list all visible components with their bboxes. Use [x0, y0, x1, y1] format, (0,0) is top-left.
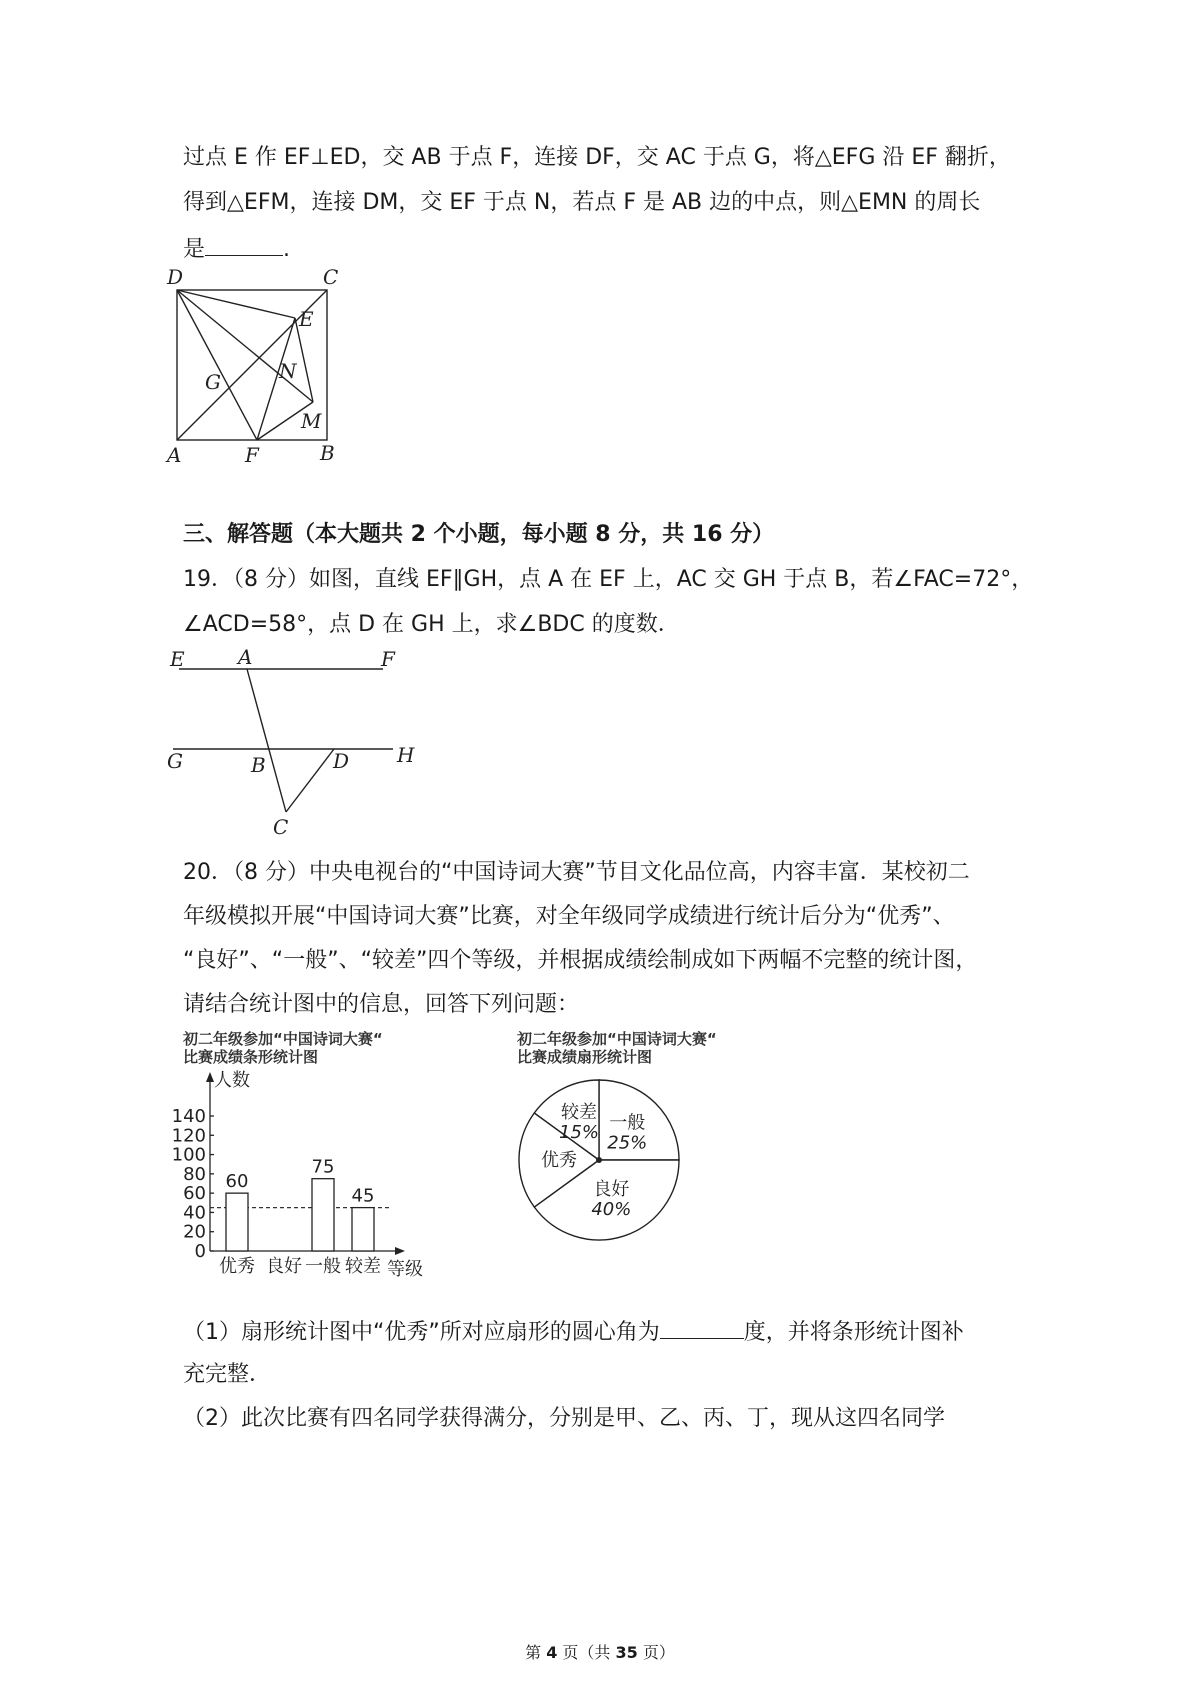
- pie-slice-percent: 40%: [591, 1199, 632, 1221]
- pie-slice-label: 良好: [593, 1179, 630, 1201]
- q20-sub2-line-1: （2）此次比赛有四名同学获得满分，分别是甲、乙、丙、丁，现从这四名同学: [183, 1406, 945, 1431]
- footer-suffix: 页）: [642, 1643, 675, 1662]
- q20-text-line-4: 请结合统计图中的信息，回答下列问题：: [183, 992, 580, 1017]
- y-tick-label: 40: [183, 1202, 206, 1224]
- section-3-heading: 三、解答题（本大题共 2 个小题，每小题 8 分，共 16 分）: [183, 522, 775, 547]
- bar-chart-title-line-2: 比赛成绩条形统计图: [183, 1048, 319, 1066]
- q18-text-line-3: [183, 233, 290, 265]
- bar-一般: [312, 1179, 334, 1251]
- q18-label-A: A: [167, 443, 182, 467]
- y-tick-label: 60: [183, 1183, 206, 1205]
- q20-sub1-prefix: （1）扇形统计图中“优秀”所对应扇形的圆心角为: [183, 1320, 660, 1345]
- q19-label-B: B: [251, 753, 266, 777]
- bar-chart-ylabel: 人数: [214, 1070, 250, 1091]
- pie-chart-title: [517, 1030, 717, 1066]
- bar-category-label: 一般: [305, 1256, 341, 1277]
- y-tick-label: 0: [194, 1241, 206, 1262]
- bar-category-label: 优秀: [219, 1256, 255, 1277]
- bar-category-label: 良好: [266, 1256, 302, 1277]
- q18-square-figure: [165, 262, 375, 472]
- q19-label-G: G: [167, 749, 183, 773]
- y-tick-label: 140: [171, 1106, 206, 1127]
- q20-sub1-line-1: [183, 1316, 964, 1348]
- q19-label-C: C: [273, 815, 289, 839]
- q18-answer-blank[interactable]: [205, 233, 283, 256]
- q18-label-B: B: [320, 441, 335, 465]
- q18-label-D: D: [167, 265, 184, 289]
- bar-chart: [165, 1068, 475, 1303]
- bar-value-label: 60: [225, 1171, 249, 1193]
- q20-text-line-3: “良好”、“一般”、“较差”四个等级，并根据成绩绘制成如下两幅不完整的统计图，: [183, 948, 978, 973]
- q20-text-line-2: 年级模拟开展“中国诗词大赛”比赛，对全年级同学成绩进行统计后分为“优秀”、: [183, 904, 955, 929]
- y-tick-label: 20: [183, 1221, 206, 1243]
- bar-category-label: 较差: [345, 1256, 381, 1277]
- pie-chart-title-line-1: 初二年级参加“中国诗词大赛“: [517, 1030, 717, 1048]
- q20-sub1-suffix: 度，并将条形统计图补: [743, 1320, 964, 1345]
- pie-slice-label: 较差: [561, 1101, 598, 1123]
- q18-label-C: C: [323, 265, 339, 289]
- q18-line3-suffix: .: [283, 237, 291, 262]
- pie-slice-label: 一般: [609, 1112, 646, 1134]
- bar-chart-title-line-1: 初二年级参加“中国诗词大赛“: [183, 1030, 383, 1048]
- q20-sub1-line-2: 充完整．: [183, 1362, 272, 1387]
- q19-label-A: A: [238, 645, 253, 669]
- q19-label-F: F: [381, 647, 395, 671]
- pie-slice-label: 优秀: [541, 1150, 577, 1171]
- bar-chart-xlabel: 等级: [387, 1259, 423, 1280]
- q19-label-H: H: [397, 743, 415, 767]
- y-axis-arrow: [206, 1072, 214, 1082]
- q18-text-line-1: 过点 E 作 EF⊥ED，交 AB 于点 F，连接 DF，交 AC 于点 G，将△EFG 沿 EF 翻折，: [183, 145, 1011, 170]
- q19-label-E: E: [170, 647, 185, 671]
- pie-slice-percent: 25%: [607, 1132, 648, 1154]
- x-axis-arrow: [395, 1247, 405, 1255]
- q20-sub1-answer-blank[interactable]: [660, 1316, 744, 1339]
- footer-prefix: 第: [525, 1643, 542, 1662]
- q19-label-D: D: [333, 749, 350, 773]
- bar-较差: [352, 1208, 374, 1251]
- pie-slice-percent: 15%: [559, 1121, 600, 1143]
- q18-line3-prefix: 是: [183, 237, 206, 262]
- page-footer: [0, 1640, 1200, 1663]
- q18-label-N: N: [279, 359, 297, 383]
- pie-chart-title-line-2: 比赛成绩扇形统计图: [517, 1048, 653, 1066]
- y-tick-label: 120: [171, 1125, 206, 1147]
- bar-优秀: [226, 1193, 248, 1251]
- footer-page-number: 4: [546, 1643, 558, 1662]
- q18-text-line-2: 得到△EFM，连接 DM，交 EF 于点 N，若点 F 是 AB 边的中点，则△EMN 的周长: [183, 190, 981, 215]
- q19-text-line-2: ∠ACD=58°，点 D 在 GH 上，求∠BDC 的度数．: [183, 612, 680, 637]
- q19-parallel-lines-figure: [165, 640, 455, 845]
- q18-label-F: F: [245, 443, 259, 467]
- q18-label-G: G: [205, 370, 221, 394]
- q18-label-M: M: [301, 409, 322, 433]
- bar-value-label: 75: [311, 1156, 335, 1178]
- pie-center-dot: [596, 1157, 602, 1163]
- footer-middle: 页（共: [562, 1643, 611, 1662]
- q18-label-E: E: [299, 307, 314, 331]
- footer-total-pages: 35: [615, 1643, 638, 1662]
- bar-chart-title: [183, 1030, 383, 1066]
- q19-text-line-1: 19．（8 分）如图，直线 EF∥GH，点 A 在 EF 上，AC 交 GH 于点 B，若∠FAC=72°，: [183, 567, 1034, 592]
- q20-text-line-1: 20．（8 分）中央电视台的“中国诗词大赛”节目文化品位高，内容丰富．某校初二: [183, 860, 970, 885]
- pie-chart: [515, 1070, 695, 1250]
- y-tick-label: 100: [171, 1144, 206, 1166]
- bar-value-label: 45: [351, 1185, 375, 1207]
- y-tick-label: 80: [183, 1163, 206, 1185]
